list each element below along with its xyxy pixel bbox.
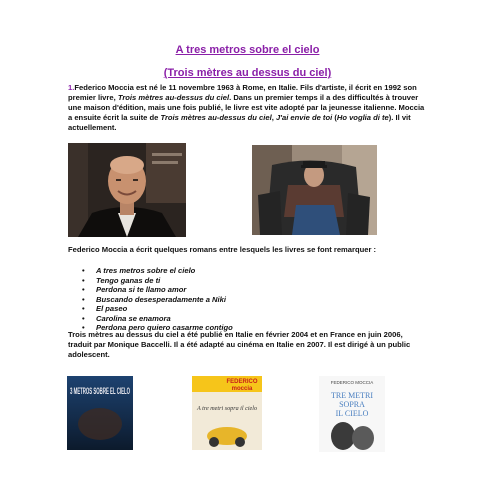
- author-portrait-photo: [68, 143, 186, 237]
- list-item: • Tengo ganas de ti: [82, 276, 382, 286]
- book-cover-italian-2: [319, 376, 385, 452]
- list-item: • El paseo: [82, 304, 382, 314]
- bio-text: . Dans un premier temps il a des difficultés à trouver une maison d'édition, mais une fois publié, le livre est vite adopté par la jeunesse italienne. Moccia a ensuite écrit la suite de: [68, 93, 425, 122]
- book-title: Trois mètres au-dessus du ciel: [160, 113, 272, 122]
- publication-paragraph: Trois mètres au dessus du ciel a été publié en Italie en février 2004 et en France en juin 2006, traduit par Monique Baccelli. Il a été adapté au cinéma en Italie en 2007. Il est dirigé à un public adolescent.: [68, 330, 411, 359]
- paragraph-number: 1.: [68, 83, 75, 92]
- cover3-title-line2: SOPRA: [339, 400, 365, 409]
- list-item: • Perdona si te llamo amor: [82, 285, 382, 295]
- bio-text: (: [332, 113, 337, 122]
- list-item: • A tres metros sobre el cielo: [82, 266, 382, 276]
- cover1-title: 3 METROS SOBRE EL CIELO: [70, 386, 130, 396]
- bio-text: Federico Moccia est né le 11 novembre 1963 à Rome, en Italie. Fils d'artiste, il écrit en 1992 son premier livre,: [68, 83, 417, 102]
- bio-text: ,: [271, 113, 276, 122]
- cover2-title: A tre metri sopra il cielo: [195, 406, 257, 412]
- cover3-title-line3: IL CIELO: [335, 409, 369, 418]
- books-intro: Federico Moccia a écrit quelques romans entre lesquels les livres se font remarquer :: [68, 245, 377, 254]
- bio-paragraph: [68, 83, 428, 133]
- book-title: Trois mètres au-dessus du ciel: [117, 93, 230, 102]
- cover2-author-first: FEDERICO: [226, 379, 258, 385]
- author-seated-photo: [252, 145, 377, 235]
- list-item: • Carolina se enamora: [82, 314, 382, 324]
- cover3-title-line1: TRE METRI: [331, 391, 373, 400]
- book-list: [82, 266, 382, 333]
- cover3-author: FEDERICO MOCCIA: [330, 380, 374, 385]
- book-cover-italian: [192, 376, 262, 450]
- list-item: • Perdona pero quiero casarme contigo: [82, 323, 382, 333]
- bio-text: ). Il vit actuellement.: [68, 113, 411, 132]
- cover2-author-last: moccia: [231, 386, 253, 392]
- book-title: J'ai envie de toi: [275, 113, 333, 122]
- book-title: Ho voglia di te: [336, 113, 389, 122]
- title-french: (Trois mètres au dessus du ciel): [163, 67, 332, 79]
- title-spanish: A tres metros sobre el cielo: [175, 44, 320, 56]
- book-cover-spanish: [67, 376, 133, 450]
- list-item: • Buscando desesperadamente a Niki: [82, 295, 382, 305]
